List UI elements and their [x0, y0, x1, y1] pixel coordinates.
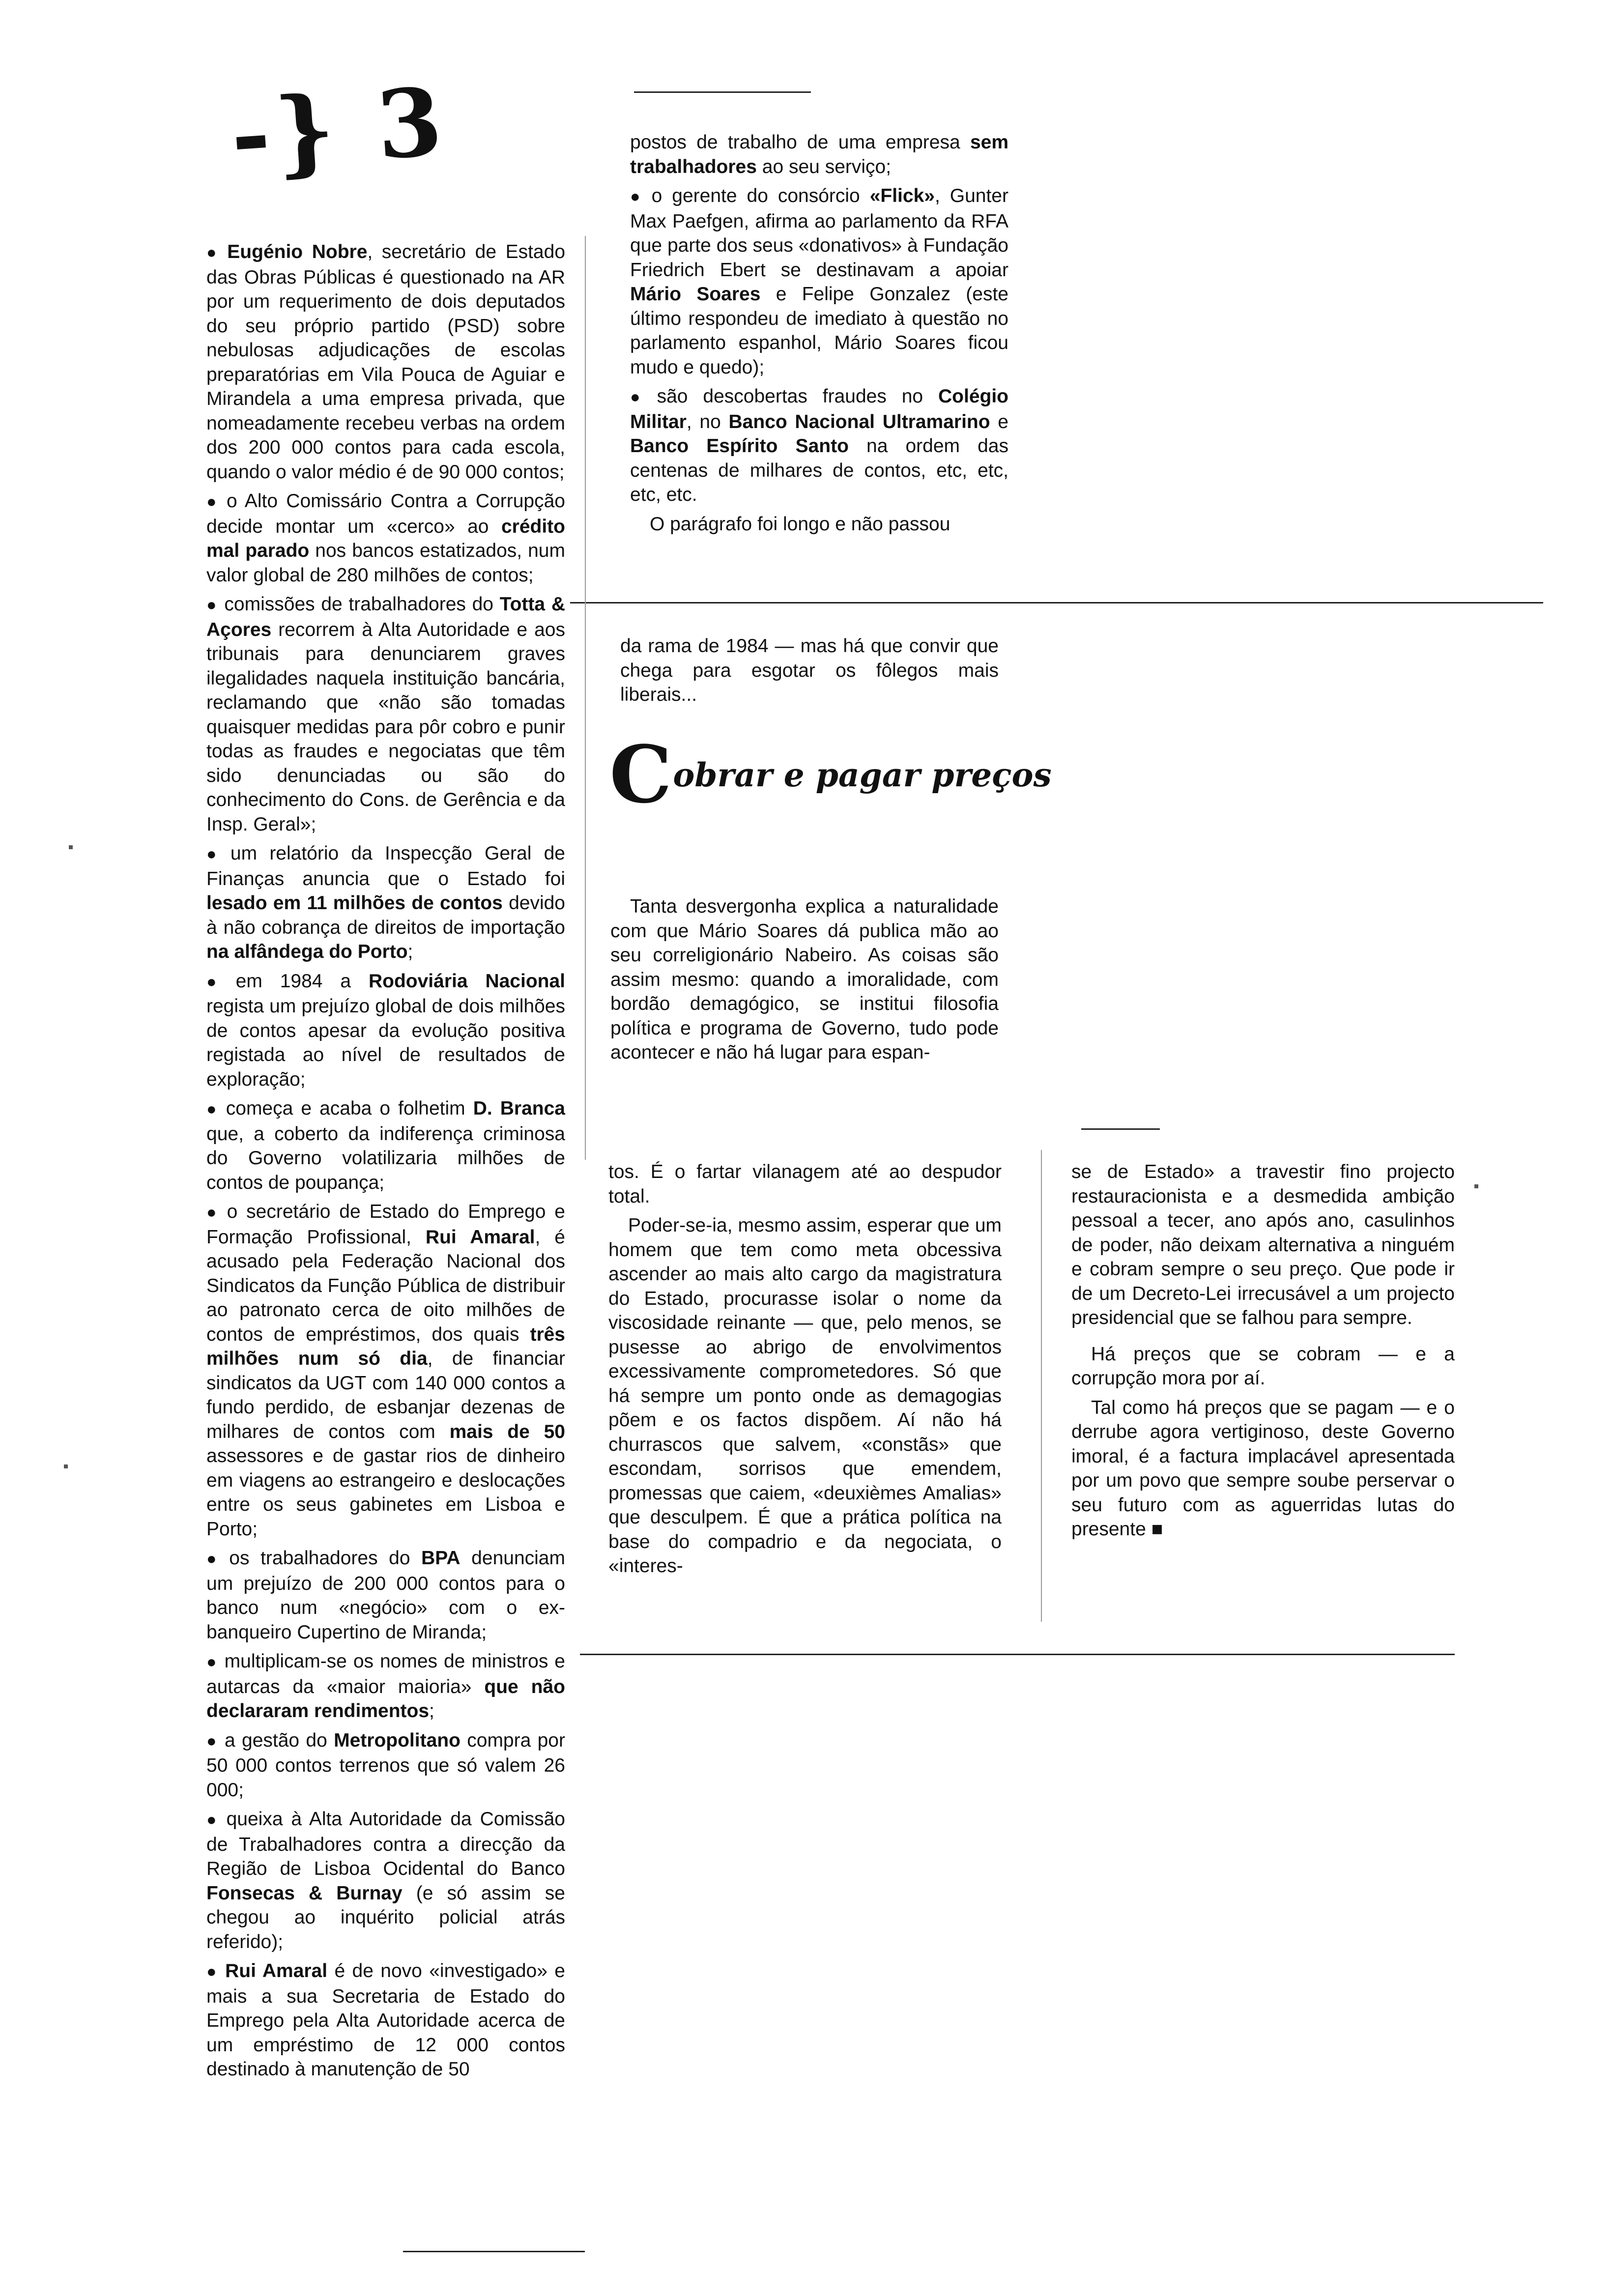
divider-rule — [570, 602, 1543, 603]
paragraph: tos. É o fartar vilanagem até ao despudor total. — [608, 1161, 1002, 1207]
column-3 — [608, 1160, 1002, 1583]
scan-speck — [64, 1464, 68, 1468]
bold-term: Rui Amaral — [225, 1960, 328, 1981]
bold-term: «Flick» — [869, 185, 935, 206]
bold-term: Fonsecas & Burnay — [206, 1882, 403, 1904]
bullet-item: ● são descobertas fraudes no Colégio Militar, no Banco Nacional Ultramarino e Banco Espírito Santo na ordem das centenas de milhares de contos, etc, etc, etc, etc. — [630, 384, 1008, 507]
bullet-item: ● o secretário de Estado do Emprego e Formação Profissional, Rui Amaral, é acusado pela Federação Nacional dos Sindicatos da Função Pública de distribuir ao patronato cerca de oito milhões de contos de empréstimos, dos quais três milhões num só dia, de financiar sindicatos da UGT com 140 000 contos a fundo perdido, de esbanjar dezenas de milhares de contos com mais de 50 assessores e de gastar rios de dinheiro em viagens ao estrangeiro e deslocações entre os seus gabinetes em Lisboa e Porto; — [206, 1200, 565, 1541]
paragraph: Tanta desvergonha explica a naturalidade com que Mário Soares dá publica mão ao seu correligionário Nabeiro. As coisas são assim mesmo: quando a imoralidade, com bordão demagógico, se institui filosofia política e programa de Governo, tudo pode acontecer e não há lugar para espan- — [610, 896, 999, 1063]
bullet-item: ● multiplicam-se os nomes de ministros e autarcas da «maior maioria» que não declararam rendimentos; — [206, 1649, 565, 1723]
bullet-item: ● a gestão do Metropolitano compra por 50 000 contos terrenos que só valem 26 000; — [206, 1728, 565, 1803]
bullet-item: ● em 1984 a Rodoviária Nacional regista um prejuízo global de dois milhões de contos apesar da evolução positiva registada ao nível de resultados de exploração; — [206, 969, 565, 1092]
bullet-item: ● queixa à Alta Autoridade da Comissão de Trabalhadores contra a direcção da Região de Lisboa Ocidental do Banco Fonsecas & Burnay (e só assim se chegou ao inquérito policial atrás referido); — [206, 1807, 565, 1954]
top-mark-rule — [634, 91, 811, 93]
paragraph: Há preços que se cobram — e a corrupção mora por aí. — [1071, 1343, 1455, 1389]
bold-term: Rodoviária Nacional — [368, 970, 565, 992]
bullet-item: ● os trabalhadores do BPA denunciam um prejuízo de 200 000 contos para o banco num «negócio» com o ex-banqueiro Cupertino de Miranda; — [206, 1546, 565, 1644]
bold-term: Mário Soares — [630, 284, 761, 305]
bold-term: BPA — [421, 1548, 461, 1569]
column-end-rule — [403, 2251, 585, 2252]
bullet-item: ● um relatório da Inspecção Geral de Finanças anuncia que o Estado foi lesado em 11 milhões de contos devido à não cobrança de direitos de importação na alfândega do Porto; — [206, 841, 565, 964]
bold-term: que não declararam rendimentos — [206, 1676, 565, 1722]
bold-term: na alfândega do Porto — [206, 941, 408, 962]
column-2-top — [630, 130, 1008, 541]
bold-term: Eugénio Nobre — [227, 241, 368, 262]
column-1 — [206, 240, 565, 2087]
paragraph: Poder-se-ia, mesmo assim, esperar que um homem que tem como meta obcessiva ascender ao mais alto cargo da magistratura do Estado, procurasse isolar o nome da viscosidade reinante — que, pelo menos, se pusesse ao abrigo de envolvimentos excessivamente comprometedores. Só que há sempre um ponto onde as demagogias põem e os factos dispõem. Aí não há churrascos que salvem, «constãs» que escondam, sorrisos que emendem, promessas que caiem, «deuxièmes Amalias» que desculpem. É que a prática política na base do compadrio e da negociata, o «interes- — [608, 1215, 1002, 1577]
column-2-mid — [620, 634, 999, 712]
bullet-item: ● o Alto Comissário Contra a Corrupção decide montar um «cerco» ao crédito mal parado nos bancos estatizados, num valor global de 280 milhões de contos; — [206, 489, 565, 587]
paragraph: postos de trabalho de uma empresa sem trabalhadores ao seu serviço; — [630, 132, 1008, 177]
headline-dropcap: C — [609, 728, 672, 821]
bold-term: D. Branca — [473, 1098, 565, 1119]
bullet-item: ● Eugénio Nobre, secretário de Estado das Obras Públicas é questionado na AR por um requerimento de dois deputados do seu próprio partido (PSD) sobre nebulosas adjudicações de escolas preparatórias em Vila Pouca de Aguiar e Mirandela a uma empresa privada, que nomeadamente recebeu verbas na ordem dos 200 000 contos para cada escola, quando o valor médio é de 90 000 contos; — [206, 240, 565, 484]
bullet-item: ● começa e acaba o folhetim D. Branca que, a coberto da indiferença criminosa do Governo volatilizaria milhões de contos de poupança; — [206, 1096, 565, 1195]
bold-term: Banco Espírito Santo — [630, 435, 849, 457]
bottom-rule — [580, 1654, 1455, 1655]
column-1-2-gutter — [585, 236, 586, 1160]
column-4 — [1071, 1160, 1455, 1547]
paragraph: O parágrafo foi longo e não passou — [650, 513, 950, 535]
column-4-top-rule — [1081, 1128, 1160, 1130]
column-3-4-gutter — [1041, 1150, 1042, 1622]
bold-term: Banco Nacional Ultramarino — [728, 411, 990, 432]
bold-term: lesado em 11 milhões de contos — [206, 892, 503, 914]
bold-term: Metropolitano — [334, 1729, 461, 1751]
bold-term: Rui Amaral — [425, 1226, 535, 1248]
bold-term: mais de 50 — [449, 1421, 565, 1442]
handwritten-page-mark: -} 3 — [227, 66, 451, 191]
bold-term: Colégio Militar — [630, 386, 1008, 432]
column-2-body — [610, 894, 999, 1070]
paragraph: da rama de 1984 — mas há que convir que chega para esgotar os fôlegos mais liberais... — [620, 635, 999, 705]
headline-text: obrar e pagar preços — [673, 756, 1052, 794]
paragraph: Tal como há preços que se pagam — e o derrube agora vertiginoso, deste Governo imoral, é a factura implacável apresentada por um povo que sempre soube perservar o seu futuro com as aguerridas lutas do presente ■ — [1071, 1397, 1455, 1540]
bold-term: Totta & Açores — [206, 594, 565, 640]
paragraph: se de Estado» a travestir fino projecto restauracionista e a desmedida ambição pessoal a tecer, ano após ano, casulinhos de poder, não deixam alternativa a ninguém e cobram sempre o seu preço. Que pode ir de um Decreto-Lei irrecusável a um projecto presidencial que se falhou para sempre. — [1071, 1161, 1455, 1328]
bullet-item: ● comissões de trabalhadores do Totta & Açores recorrem à Alta Autoridade e aos tribunais para denunciarem graves ilegalidades naquela instituição bancária, reclamando que «não são tomadas quaisquer medidas para pôr cobro e punir todas as fraudes e negociatas que têm sido denunciadas ou são do conhecimento do Cons. de Gerência e da Insp. Geral»; — [206, 592, 565, 836]
scan-speck — [69, 845, 73, 849]
bold-term: três milhões num só dia — [206, 1323, 565, 1369]
scan-speck — [1474, 1184, 1478, 1188]
bullet-item: ● o gerente do consórcio «Flick», Gunter Max Paefgen, afirma ao parlamento da RFA que parte dos seus «donativos» à Fundação Friedrich Ebert se destinavam a apoiar Mário Soares e Felipe Gonzalez (este último respondeu de imediato à questão no parlamento espanhol, Mário Soares ficou mudo e quedo); — [630, 184, 1008, 379]
bullet-item: ● Rui Amaral é de novo «investigado» e mais a sua Secretaria de Estado do Emprego pela Alta Autoridade acerca de um empréstimo de 12 000 contos destinado à manutenção de 50 — [206, 1959, 565, 2082]
headline — [609, 728, 1052, 821]
bold-term: crédito mal parado — [206, 516, 565, 561]
bold-term: sem trabalhadores — [630, 132, 1008, 177]
